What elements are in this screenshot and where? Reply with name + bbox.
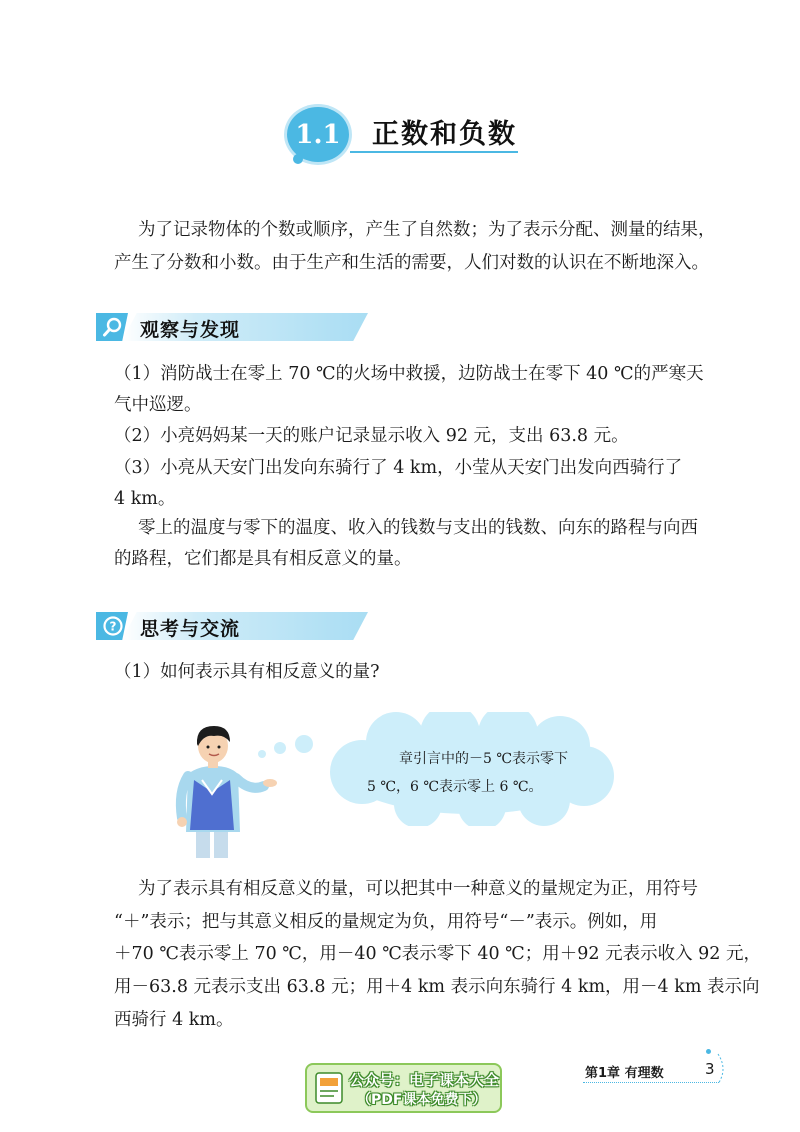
thought-cloud: [322, 712, 618, 826]
explain-line: “＋”表示；把与其意义相反的量规定为负，用符号“－”表示。例如，用: [114, 912, 658, 932]
think-question: （1）如何表示具有相反意义的量?: [114, 662, 380, 682]
observe-line: 气中巡逻。: [114, 395, 202, 415]
watermark-badge: [305, 1063, 502, 1113]
explain-line: 为了表示具有相反意义的量，可以把其中一种意义的量规定为正，用符号: [138, 879, 698, 899]
section-title: 正数和负数: [372, 119, 517, 150]
observe-line: 的路程，它们都是具有相反意义的量。: [114, 549, 412, 569]
magnifier-icon: [102, 316, 124, 338]
bubble-line: 章引言中的－5 ℃表示零下: [399, 751, 569, 767]
explain-line: 西骑行 4 km。: [114, 1010, 234, 1030]
observe-line: 4 km。: [114, 489, 176, 509]
intro-line: 产生了分数和小数。由于生产和生活的需要，人们对数的认识在不断地深入。: [114, 253, 709, 273]
intro-line: 为了记录物体的个数或顺序，产生了自然数；为了表示分配、测量的结果，: [138, 220, 716, 240]
explain-line: ＋70 ℃表示零上 70 ℃，用－40 ℃表示零下 40 ℃；用＋92 元表示收入 92 元，: [114, 944, 761, 964]
observe-line: 零上的温度与零下的温度、收入的钱数与支出的钱数、向东的路程与向西: [138, 518, 698, 538]
page-bracket-decoration: [716, 1052, 730, 1086]
title-underline: [350, 151, 518, 153]
footer-dot-decoration: [706, 1049, 711, 1054]
bubble-line: 5 ℃，6 ℃表示零上 6 ℃。: [367, 779, 543, 795]
explain-line: 用－63.8 元表示支出 63.8 元；用＋4 km 表示向东骑行 4 km，用－4 km 表示向: [114, 977, 760, 997]
observe-tag: [96, 313, 376, 341]
svg-text:?: ?: [109, 619, 117, 634]
bubble-trail: [250, 730, 330, 770]
think-label: 思考与交流: [140, 618, 241, 640]
question-bubble-icon: [102, 615, 124, 637]
footer-chapter: 第1章 有理数: [585, 1066, 664, 1081]
badge-dot-decoration: [293, 154, 303, 164]
think-tag: [96, 612, 376, 640]
footer-rule: [583, 1082, 719, 1083]
observe-label: 观察与发现: [140, 319, 241, 341]
watermark-line: （PDF课本免费下）: [357, 1092, 487, 1108]
observe-line: （1）消防战士在零上 70 ℃的火场中救援，边防战士在零下 40 ℃的严寒天: [114, 364, 704, 384]
section-number: 1.1: [295, 119, 341, 150]
observe-line: （3）小亮从天安门出发向东骑行了 4 km，小莹从天安门出发向西骑行了: [114, 458, 683, 478]
watermark-line: 公众号：电子课本大全: [349, 1071, 500, 1089]
page-number: 3: [705, 1060, 715, 1078]
book-icon: [315, 1072, 343, 1104]
observe-line: （2）小亮妈妈某一天的账户记录显示收入 92 元，支出 63.8 元。: [114, 426, 629, 446]
